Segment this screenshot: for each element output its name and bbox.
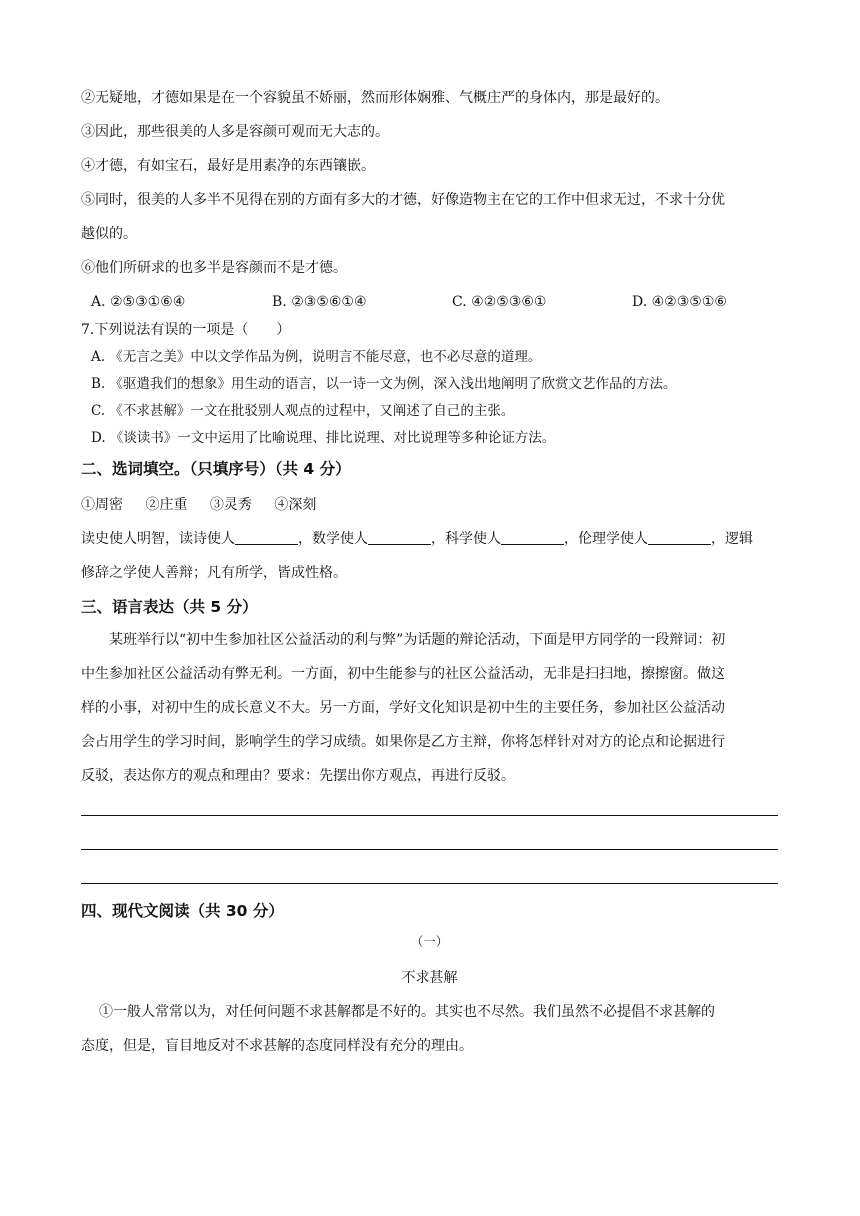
answer-line-3[interactable] bbox=[81, 883, 778, 884]
word-4: ④深刻 bbox=[274, 497, 317, 513]
sentence-5: ⑤同时，很美的人多半不见得在别的方面有多大的才德，好像造物主在它的工作中但求无过，不求十分优 bbox=[81, 192, 725, 208]
prompt-line-5: 反驳，表达你方的观点和理由？要求：先摆出你方观点，再进行反驳。 bbox=[81, 768, 515, 784]
prompt-line-4: 会占用学生的学习时间，影响学生的学习成绩。如果你是乙方主辩，你将怎样针对对方的论点和论据进行 bbox=[81, 734, 725, 750]
fill-text-5: ，逻辑 bbox=[711, 531, 753, 547]
part-number: （一） bbox=[410, 934, 449, 949]
q6-option-c: C. ④②⑤③⑥① bbox=[452, 294, 547, 310]
q6-option-a: A. ②⑤③①⑥④ bbox=[91, 294, 186, 310]
sentence-6: ⑥他们所研求的也多半是容颜而不是才德。 bbox=[81, 260, 347, 276]
sentence-5-cont: 越似的。 bbox=[81, 226, 137, 242]
q6-option-d: D. ④②③⑤①⑥ bbox=[632, 294, 727, 310]
fill-sentence-cont: 修辞之学使人善辩；凡有所学，皆成性格。 bbox=[81, 565, 347, 581]
answer-line-1[interactable] bbox=[81, 815, 778, 816]
answer-line-2[interactable] bbox=[81, 849, 778, 850]
fill-text-2: ，数学使人 bbox=[298, 531, 368, 547]
section-4-title: 四、现代文阅读（共 30 分） bbox=[81, 902, 284, 920]
article-paragraph-1: ①一般人常常以为，对任何问题不求甚解都是不好的。其实也不尽然。我们虽然不必提倡不求甚解的 bbox=[99, 1004, 715, 1020]
word-2: ②庄重 bbox=[145, 497, 188, 513]
q7-stem: 7.下列说法有误的一项是（ ） bbox=[81, 322, 291, 338]
section-2-title: 二、选词填空。（只填序号）（共 4 分） bbox=[81, 460, 351, 478]
q6-option-b: B. ②③⑤⑥①④ bbox=[272, 294, 367, 310]
prompt-line-2: 中生参加社区公益活动有弊无利。一方面，初中生能参与的社区公益活动，无非是扫扫地，擦擦窗。做这 bbox=[81, 666, 725, 682]
q7-option-d: D. 《谈读书》一文中运用了比喻说理、排比说理、对比说理等多种论证方法。 bbox=[91, 430, 556, 446]
section-3-title: 三、语言表达（共 5 分） bbox=[81, 598, 258, 616]
sentence-2: ②无疑地，才德如果是在一个容貌虽不娇丽，然而形体娴雅、气概庄严的身体内，那是最好的。 bbox=[81, 90, 669, 106]
fill-text-4: ，伦理学使人 bbox=[564, 531, 648, 547]
word-3: ③灵秀 bbox=[209, 497, 252, 513]
sentence-4: ④才德，有如宝石，最好是用素净的东西镶嵌。 bbox=[81, 158, 375, 174]
word-choices bbox=[81, 488, 778, 522]
article-title: 不求甚解 bbox=[401, 970, 458, 986]
prompt-line-1: 某班举行以“初中生参加社区公益活动的利与弊”为话题的辩论活动，下面是甲方同学的一段辩词：初 bbox=[109, 632, 726, 648]
prompt-line-3: 样的小事，对初中生的成长意义不大。另一方面，学好文化知识是初中生的主要任务，参加社区公益活动 bbox=[81, 700, 725, 716]
blank-3[interactable] bbox=[501, 530, 564, 545]
blank-4[interactable] bbox=[648, 530, 711, 545]
blank-1[interactable] bbox=[235, 530, 298, 545]
q7-option-c: C. 《不求甚解》一文在批驳别人观点的过程中，又阐述了自己的主张。 bbox=[91, 403, 515, 419]
q7-option-b: B. 《驱遣我们的想象》用生动的语言，以一诗一文为例，深入浅出地阐明了欣赏文艺作品的方法。 bbox=[91, 376, 677, 392]
fill-text-3: ，科学使人 bbox=[431, 531, 501, 547]
sentence-3: ③因此，那些很美的人多是容颜可观而无大志的。 bbox=[81, 124, 389, 140]
q6-options bbox=[81, 292, 778, 312]
fill-text-1: 读史使人明智，读诗使人 bbox=[81, 531, 235, 547]
fill-sentence bbox=[81, 522, 778, 556]
q7-option-a: A. 《无言之美》中以文学作品为例，说明言不能尽意，也不必尽意的道理。 bbox=[91, 349, 542, 365]
word-1: ①周密 bbox=[81, 497, 123, 513]
article-paragraph-1-cont: 态度，但是，盲目地反对不求甚解的态度同样没有充分的理由。 bbox=[81, 1038, 473, 1054]
blank-2[interactable] bbox=[368, 530, 431, 545]
